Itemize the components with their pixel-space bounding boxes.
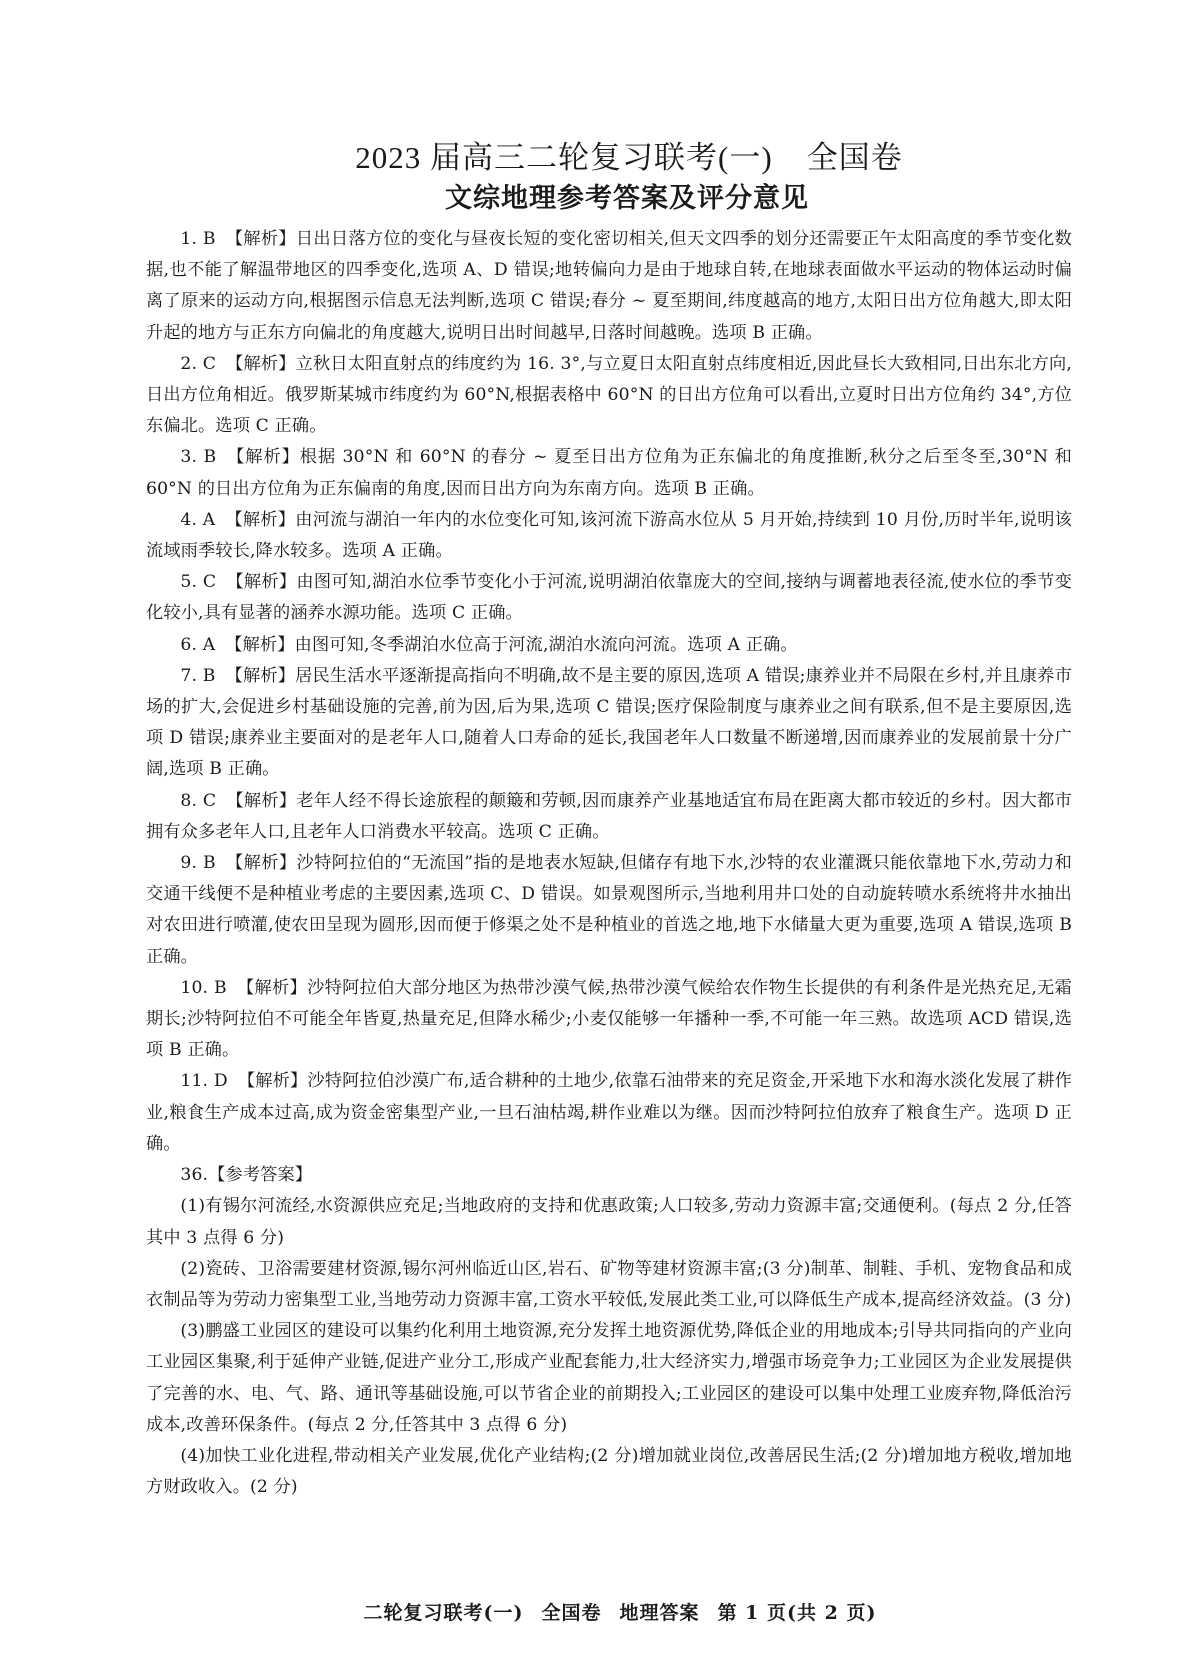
choice-answers — [146, 224, 1072, 1160]
answer-number: 8. C — [180, 790, 217, 811]
answer-number: 3. B — [180, 447, 217, 468]
answer-item — [146, 224, 1072, 349]
answer-number: 6. A — [180, 634, 216, 655]
answer-item — [146, 442, 1072, 504]
answer-item — [146, 661, 1072, 786]
analysis-tag: 【解析】 — [225, 634, 295, 655]
answer-text: 老年人经不得长途旅程的颠簸和劳顿,因而康养产业基地适宜布局在距离大都市较近的乡村。因大都市拥有众多老年人口,且老年人口消费水平较高。选项 C 正确。 — [146, 790, 1072, 842]
analysis-tag: 【解析】 — [225, 229, 296, 249]
answer-number: 10. B — [180, 977, 227, 998]
answer-text: 根据 30°N 和 60°N 的春分 ~ 夏至日出方位角为正东偏北的角度推断,秋分之后至冬至,30°N 和 60°N 的日出方位角为正东偏南的角度,因而日出方向为东南方向。选项 B 正确。 — [146, 447, 1072, 499]
answer-item — [146, 786, 1072, 848]
page-title — [186, 138, 1072, 178]
answer-item — [146, 349, 1072, 443]
q36-heading: 36.【参考答案】 — [180, 1165, 313, 1186]
answer-text: 立秋日太阳直射点的纬度约为 16. 3°,与立夏日太阳直射点纬度相近,因此昼长大致相同,日出东北方向,日出方位角相近。俄罗斯某城市纬度约为 60°N,根据表格中 60°N 的日出方位角可以看出,立夏时日出方位角约 34°,方位东偏北。选项 C 正确。 — [146, 353, 1072, 437]
answer-item — [146, 973, 1072, 1067]
answer-number: 5. C — [180, 572, 217, 593]
answer-text: 沙特阿拉伯大部分地区为热带沙漠气候,热带沙漠气候给农作物生长提供的有利条件是光热充足,无霜期长;沙特阿拉伯不可能全年皆夏,热量充足,但降水稀少;小麦仅能够一年播种一季,不可能一年三熟。故选项 ACD 错误,选项 B 正确。 — [146, 977, 1073, 1061]
page-footer — [0, 1598, 1200, 1625]
answer-number: 2. C — [180, 353, 217, 374]
footer-exam: 二轮复习联考(一) — [363, 1602, 524, 1624]
q36-part-4: (4)加快工业化进程,带动相关产业发展,优化产业结构;(2 分)增加就业岗位,改善居民生活;(2 分)增加地方税收,增加地方财政收入。(2 分) — [146, 1445, 1072, 1498]
answer-number: 1. B — [180, 229, 216, 249]
title-scope: 全国卷 — [806, 140, 903, 175]
answer-item — [146, 1066, 1072, 1160]
answer-item — [146, 567, 1072, 629]
analysis-tag: 【解析】 — [226, 447, 300, 468]
analysis-tag: 【解析】 — [236, 977, 308, 998]
answer-item — [146, 505, 1072, 567]
answer-number: 7. B — [180, 665, 216, 686]
answer-text: 沙特阿拉伯沙漠广布,适合耕种的土地少,依靠石油带来的充足资金,开采地下水和海水淡化发展了耕作业,粮食生产成本过高,成为资金密集型产业,一旦石油枯竭,耕作业难以为继。因而沙特阿拉伯放弃了粮食生产。选项 D 正确。 — [146, 1071, 1073, 1154]
q36-part-1: (1)有锡尔河流经,水资源供应充足;当地政府的支持和优惠政策;人口较多,劳动力资源丰富;交通便利。(每点 2 分,任答其中 3 点得 6 分) — [146, 1196, 1072, 1248]
answer-item — [146, 848, 1072, 973]
answer-text: 日出日落方位的变化与昼夜长短的变化密切相关,但天文四季的划分还需要正午太阳高度的季节变化数据,也不能了解温带地区的四季变化,选项 A、D 错误;地转偏向力是由于地球自转,在地球表面做水平运动的物体运动时偏离了原来的运动方向,根据图示信息无法判断,选项 C 错误;春分 ~ 夏至期间,纬度越高的地方,太阳日出方位角越大,即太阳升起的地方与正东方向偏北的角度越大,说明日出时间越早,日落时间越晚。选项 B 正确。 — [146, 229, 1073, 343]
title-exam-name: 2023 届高三二轮复习联考(一) — [355, 140, 773, 175]
analysis-tag: 【解析】 — [225, 665, 296, 686]
q36-part-2: (2)瓷砖、卫浴需要建材资源,锡尔河州临近山区,岩石、矿物等建材资源丰富;(3 分)制革、制鞋、手机、宠物食品和成衣制品等为劳动力密集型工业,当地劳动力资源丰富,工资水平较低,发展此类工业,可以降低生产成本,提高经济效益。(3 分) — [146, 1258, 1072, 1310]
answer-text: 居民生活水平逐渐提高指向不明确,故不是主要的原因,选项 A 错误;康养业并不局限在乡村,并且康养市场的扩大,会促进乡村基础设施的完善,前为因,后为果,选项 C 错误;医疗保险制度与康养业之间有联系,但不是主要原因,选项 D 错误;康养业主要面对的是老年人口,随着人口寿命的延长,我国老年人口数量不断递增,因而康养业的发展前景十分广阔,选项 B 正确。 — [146, 665, 1072, 780]
footer-page-number: 第 1 页(共 2 页) — [717, 1602, 877, 1624]
answer-text: 由图可知,冬季湖泊水位高于河流,湖泊水流向河流。选项 A 正确。 — [294, 634, 798, 655]
answer-text: 沙特阿拉伯的“无流国”指的是地表水短缺,但储存有地下水,沙特的农业灌溉只能依靠地下水,劳动力和交通干线便不是种植业考虑的主要因素,选项 C、D 错误。如景观图所示,当地利用井口处的自动旋转喷水系统将井水抽出对农田进行喷灌,使农田呈现为圆形,因而便于修渠之处不是种植业的首选之地,地下水储量大更为重要,选项 A 错误,选项 B 正确。 — [146, 853, 1072, 967]
answer-text: 由河流与湖泊一年内的水位变化可知,该河流下游高水位从 5 月开始,持续到 10 月份,历时半年,说明该流域雨季较长,降水较多。选项 A 正确。 — [146, 509, 1072, 562]
page-subtitle: 文综地理参考答案及评分意见 — [445, 183, 809, 214]
answer-text: 由图可知,湖泊水位季节变化小于河流,说明湖泊依靠庞大的空间,接纳与调蓄地表径流,使水位的季节变化较小,具有显著的涵养水源功能。选项 C 正确。 — [146, 572, 1072, 624]
analysis-tag: 【解析】 — [226, 572, 297, 593]
analysis-tag: 【解析】 — [237, 1071, 308, 1092]
analysis-tag: 【解析】 — [225, 509, 296, 530]
answer-number: 11. D — [180, 1071, 228, 1092]
answer-item — [146, 630, 1072, 661]
analysis-tag: 【解析】 — [226, 353, 296, 374]
q36-part-3: (3)鹏盛工业园区的建设可以集约化利用土地资源,充分发挥土地资源优势,降低企业的用地成本;引导共同指向的产业向工业园区集聚,利于延伸产业链,促进产业分工,形成产业配套能力,壮大经济实力,增强市场竞争力;工业园区为企业发展提供了完善的水、电、气、路、通讯等基础设施,可以节省企业的前期投入;工业园区的建设可以集中处理工业废弃物,降低治污成本,改善环保条件。(每点 2 分,任答其中 3 点得 6 分) — [146, 1321, 1072, 1435]
footer-subject: 地理答案 — [619, 1602, 700, 1624]
question-36 — [146, 1160, 1072, 1503]
answer-number: 4. A — [180, 509, 216, 530]
analysis-tag: 【解析】 — [225, 853, 297, 874]
footer-scope: 全国卷 — [541, 1602, 602, 1624]
answer-number: 9. B — [180, 853, 216, 874]
analysis-tag: 【解析】 — [226, 790, 297, 811]
